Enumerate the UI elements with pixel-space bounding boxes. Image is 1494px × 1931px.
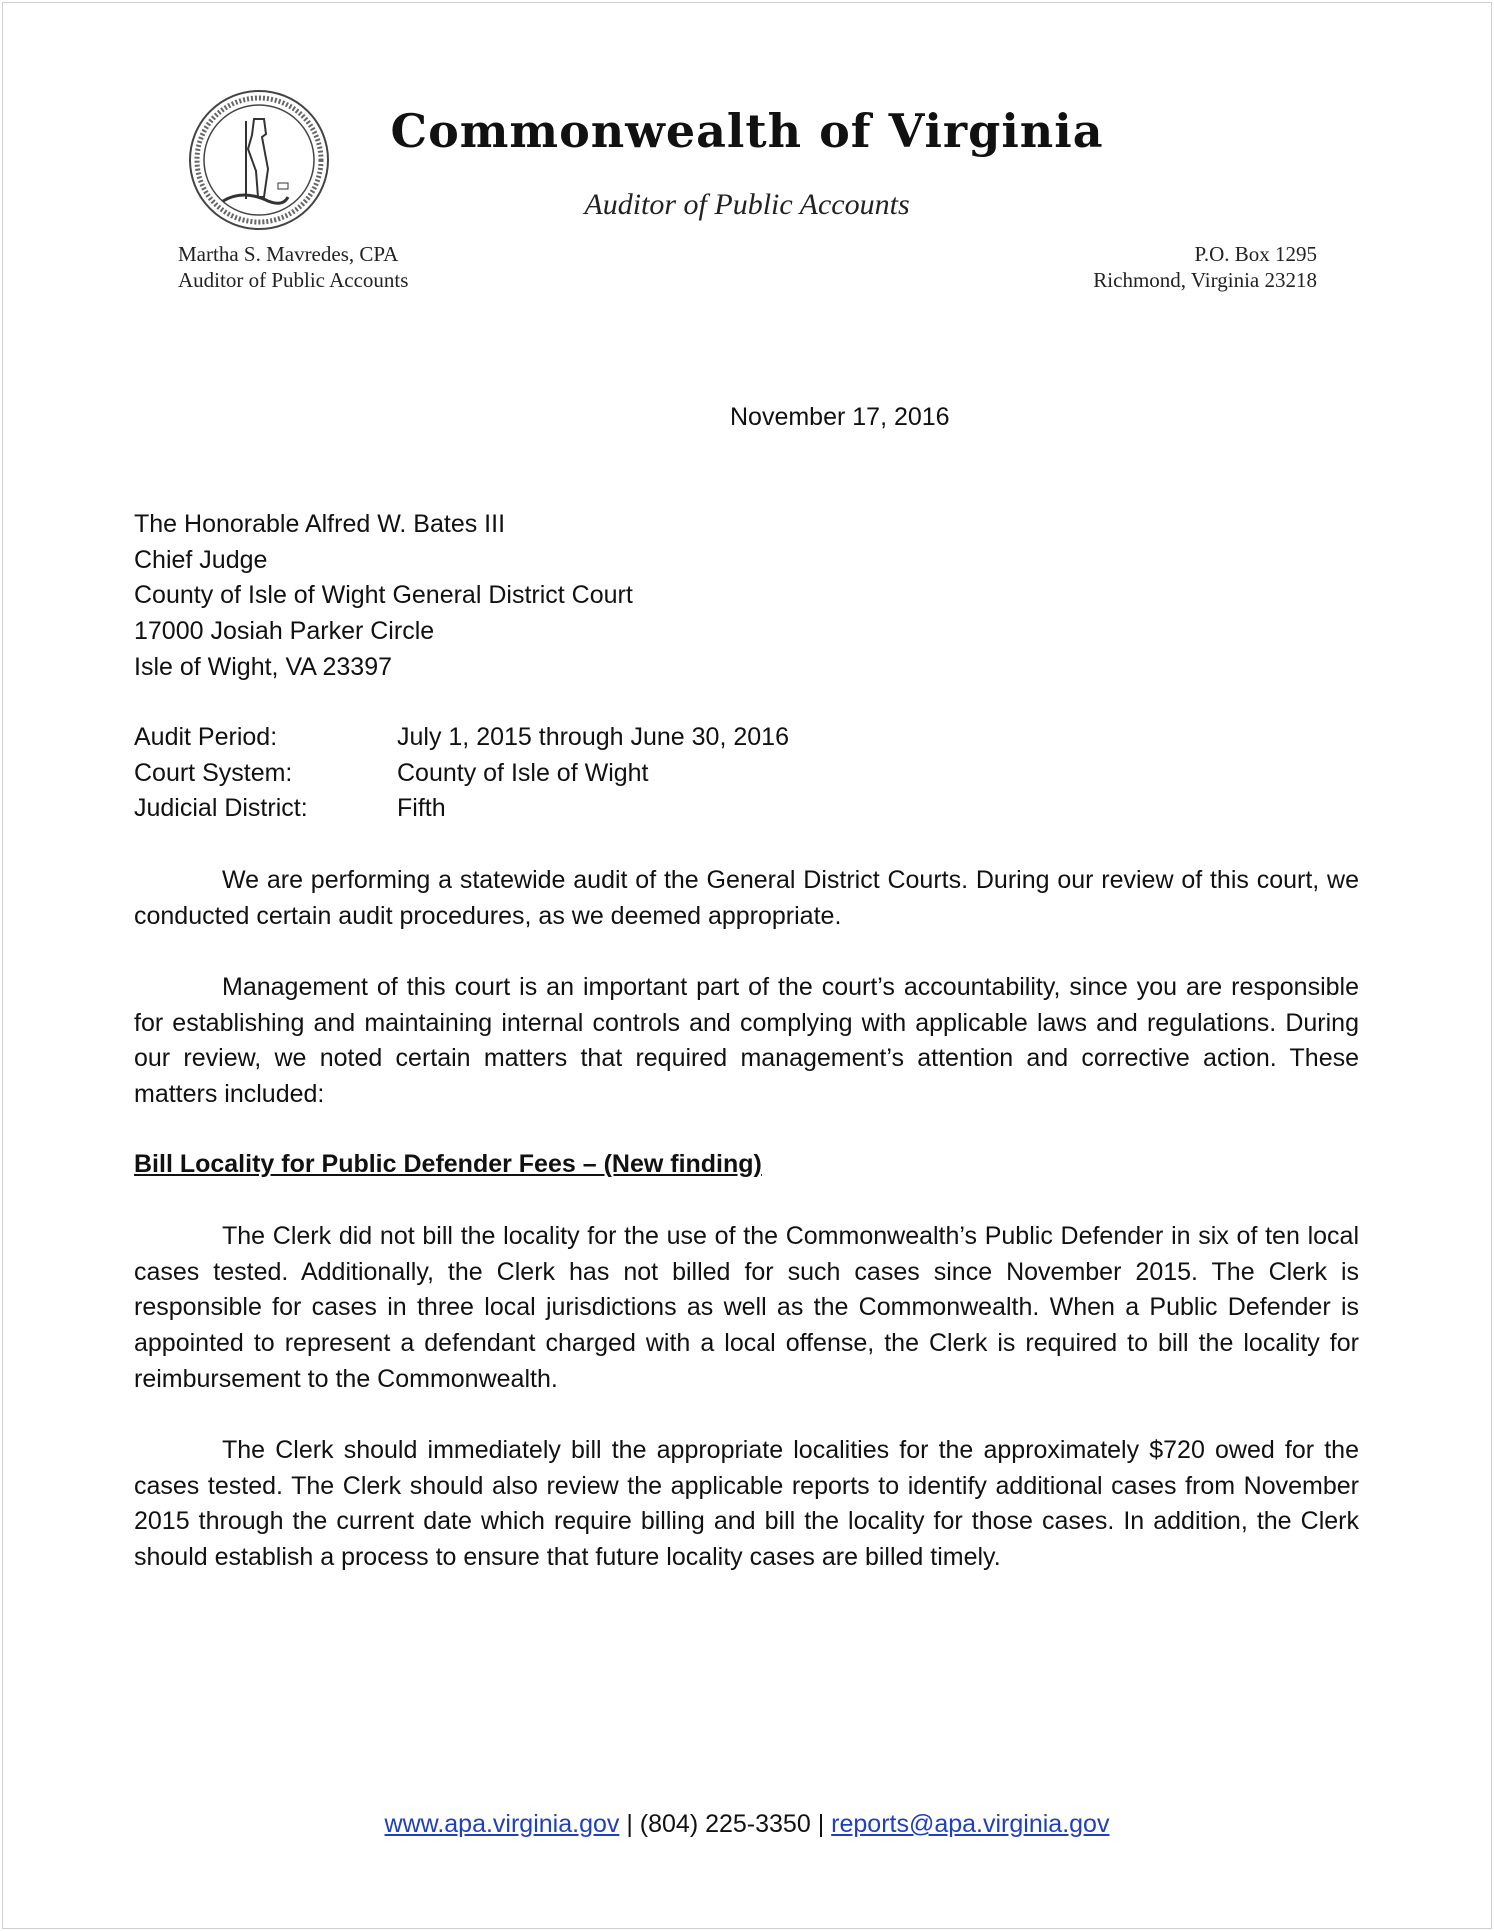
footer <box>0 1807 1494 1843</box>
phone-number: (804) 225-3350 <box>639 1810 811 1838</box>
recipient-line: The Honorable Alfred W. Bates III <box>134 510 506 538</box>
letter-date: November 17, 2016 <box>730 403 950 431</box>
finding-heading: Bill Locality for Public Defender Fees – (New finding) <box>134 1150 762 1178</box>
audit-info-row <box>134 756 789 792</box>
recipient-address <box>134 507 633 686</box>
audit-label: Judicial District: <box>134 794 308 823</box>
recipient-line: 17000 Josiah Parker Circle <box>134 617 435 646</box>
audit-value: July 1, 2015 through June 30, 2016 <box>397 723 789 751</box>
recipient-line: Isle of Wight, VA 23397 <box>134 652 393 681</box>
audit-value: Fifth <box>397 794 446 823</box>
audit-info-row <box>134 791 789 827</box>
audit-info <box>134 720 789 827</box>
audit-value: County of Isle of Wight <box>397 758 649 787</box>
email-link[interactable]: reports@apa.virginia.gov <box>831 1810 1110 1838</box>
recipient-line: Chief Judge <box>134 545 268 574</box>
management-paragraph <box>134 970 1359 1113</box>
recipient-line: County of Isle of Wight General District Court <box>134 581 633 610</box>
letterhead-subtitle: Auditor of Public Accounts <box>584 188 910 221</box>
intro-paragraph <box>134 863 1359 934</box>
paragraph-text: The Clerk did not bill the locality for the use of the Commonwealth’s Public Defender in six of ten local cases tested. Additionally, the Clerk has not billed for such cases since November 2015. The Clerk is responsible for cases in three local jurisdictions as well as the Commonwealth. When a Public Defender is appointed to represent a defendant charged with a local offense, the Clerk is required to bill the locality for reimbursement to the Commonwealth. <box>134 1222 1359 1393</box>
paragraph-text: We are performing a statewide audit of the General District Courts. During our review of this court, we conducted certain audit procedures, as we deemed appropriate. <box>134 866 1359 930</box>
finding-paragraph <box>134 1219 1359 1398</box>
paragraph-text: Management of this court is an important part of the court’s accountability, since you are responsible for establishing and maintaining internal controls and complying with applicable laws and regulations. During our review, we noted certain matters that required management’s attention and corrective action. These matters included: <box>134 973 1359 1109</box>
audit-label: Audit Period: <box>134 723 278 751</box>
audit-info-row <box>134 720 789 756</box>
recommendation-paragraph <box>134 1433 1359 1576</box>
auditor-title: Auditor of Public Accounts <box>178 268 409 292</box>
auditor-block <box>178 241 408 293</box>
city-state-zip: Richmond, Virginia 23218 <box>1093 268 1317 292</box>
mailing-address <box>1093 241 1317 293</box>
letterhead-title: Commonwealth of Virginia <box>390 104 1104 158</box>
paragraph-text: The Clerk should immediately bill the appropriate localities for the approximately $720 owed for the cases tested. The Clerk should also review the applicable reports to identify additional cases from November 2015 through the current date which require billing and bill the locality for those cases. In addition, the Clerk should establish a process to ensure that future locality cases are billed timely. <box>134 1436 1359 1572</box>
separator: | <box>817 1810 825 1838</box>
po-box: P.O. Box 1295 <box>1194 242 1317 266</box>
separator: | <box>626 1810 633 1838</box>
audit-label: Court System: <box>134 758 293 787</box>
auditor-name: Martha S. Mavredes, CPA <box>178 242 399 266</box>
website-link[interactable]: www.apa.virginia.gov <box>384 1810 620 1838</box>
